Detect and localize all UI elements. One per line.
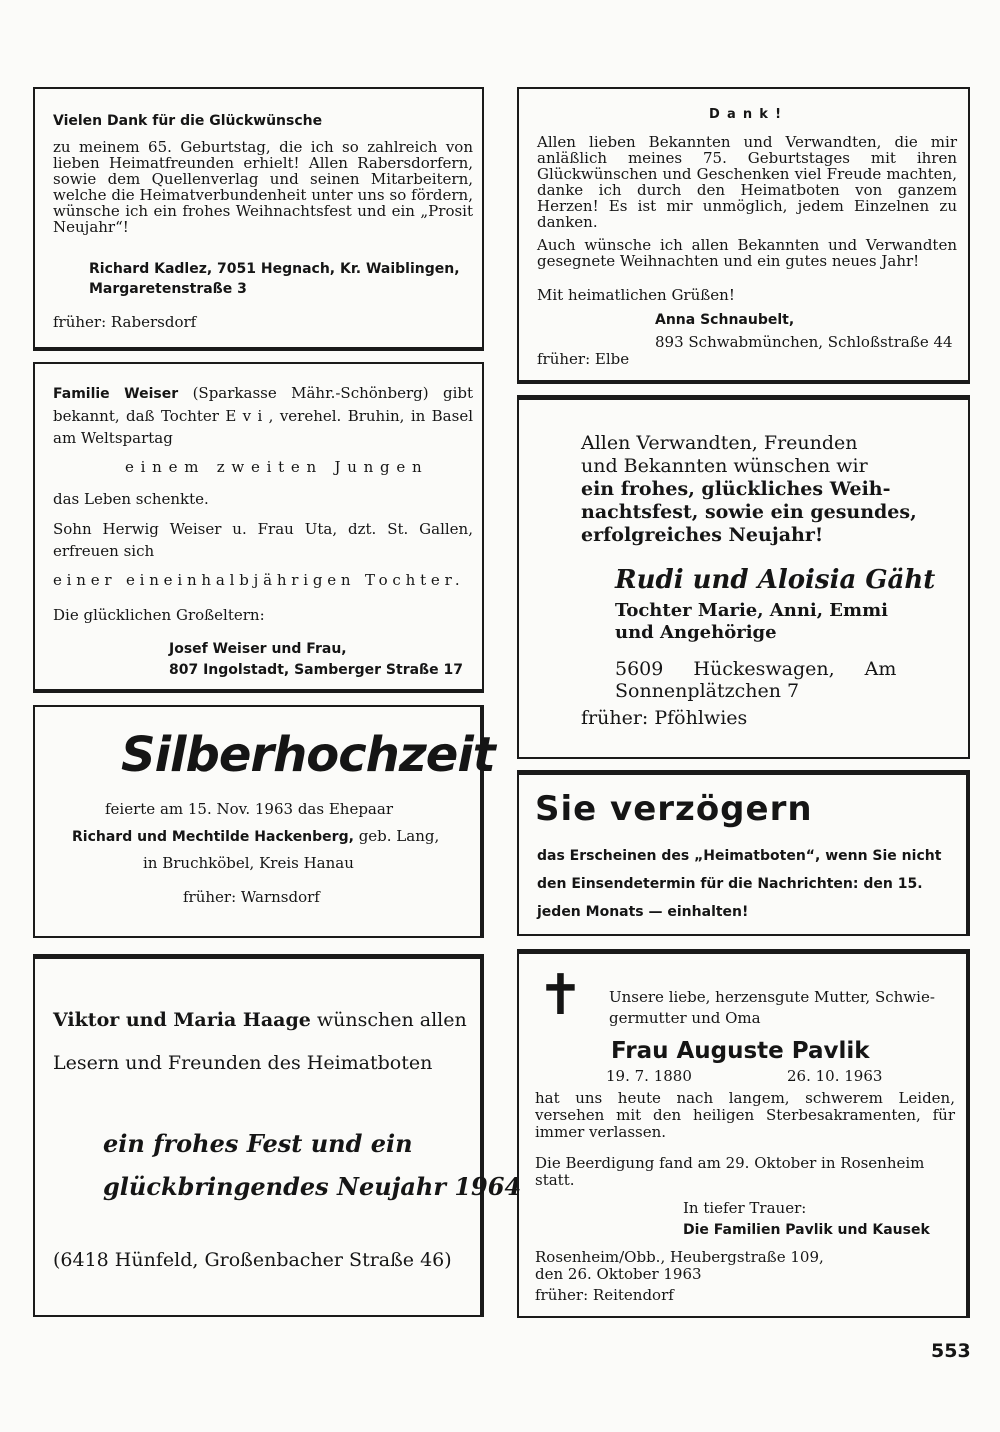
ad-gaeht-line1: Allen Verwandten, Freunden bbox=[581, 432, 858, 454]
ad-schnaubelt-address: 893 Schwabmünchen, Schloßstraße 44 bbox=[655, 333, 953, 351]
ad-weiser-line4: Die glücklichen Großeltern: bbox=[53, 606, 265, 624]
ad-gaeht-address2: Sonnenplätzchen 7 bbox=[615, 680, 800, 702]
ad-gaeht-family2: und Angehörige bbox=[615, 622, 777, 643]
ad-pavlik-origin: früher: Reitendorf bbox=[535, 1286, 674, 1304]
ad-verzoegern bbox=[517, 770, 970, 936]
ad-haage bbox=[33, 954, 522, 1317]
ad-gaeht-line3: ein frohes, glückliches Weih- bbox=[581, 478, 891, 500]
ad-gaeht-line3-wrap bbox=[581, 478, 890, 500]
ad-schnaubelt-heading: Dank! bbox=[709, 107, 789, 122]
ad-schnaubelt-origin: früher: Elbe bbox=[537, 350, 630, 368]
ad-kadlez-origin: früher: Rabersdorf bbox=[53, 313, 197, 331]
ad-schnaubelt-name: Anna Schnaubelt, bbox=[655, 312, 795, 328]
ad-pavlik-address1: Rosenheim/Obb., Heubergstraße 109, bbox=[535, 1248, 824, 1266]
ad-haage-line2: Lesern und Freunden des Heimatboten bbox=[53, 1052, 433, 1074]
ad-gaeht-family1: Tochter Marie, Anni, Emmi bbox=[615, 600, 888, 621]
ad-weiser-spaced1: einem zweiten Jungen bbox=[125, 458, 429, 476]
ad-weiser bbox=[33, 362, 484, 693]
ad-kadlez-body: zu meinem 65. Geburtstag, die ich so zahlreich von lieben Heimatfreunden erhielt! Allen Rabersdorfern, sowie dem Quellenverlag und seinen Mitarbeitern, welche die Heimatverbundenheit unter uns so fördern, wünsche ich ein frohes Weihnachtsfest und ein „Prosit Neujahr“! bbox=[53, 138, 473, 236]
ad-silberhochzeit-title: Silberhochzeit bbox=[121, 727, 495, 783]
ad-pavlik-body: hat uns heute nach langem, schwerem Leiden, versehen mit den heiligen Sterbesakramenten, für immer verlassen. bbox=[535, 1089, 955, 1141]
ad-gaeht bbox=[517, 395, 970, 759]
ad-haage-address: (6418 Hünfeld, Großenbacher Straße 46) bbox=[53, 1249, 452, 1271]
ad-weiser-intro bbox=[53, 382, 473, 449]
ad-pavlik-intro1: Unsere liebe, herzensgute Mutter, Schwie- bbox=[609, 988, 935, 1006]
ad-verzoegern-title: Sie verzögern bbox=[535, 789, 813, 829]
ad-silberhochzeit-line1: feierte am 15. Nov. 1963 das Ehepaar bbox=[105, 800, 393, 818]
ad-schnaubelt bbox=[517, 87, 970, 384]
ad-gaeht-line2: und Bekannten wünschen wir bbox=[581, 455, 868, 477]
ad-pavlik-intro2: germutter und Oma bbox=[609, 1009, 761, 1027]
ad-gaeht-line4: nachtsfest, sowie ein gesundes, bbox=[581, 501, 917, 523]
ad-pavlik-birth: 19. 7. 1880 bbox=[606, 1067, 692, 1085]
ad-silberhochzeit-names: Richard und Mechtilde Hackenberg, bbox=[72, 829, 354, 845]
ad-haage-script1: ein frohes Fest und ein bbox=[103, 1129, 413, 1158]
ad-pavlik-name: Frau Auguste Pavlik bbox=[611, 1038, 870, 1064]
ad-weiser-line2: das Leben schenkte. bbox=[53, 490, 209, 508]
ad-kadlez-heading: Vielen Dank für die Glückwünsche bbox=[53, 113, 323, 129]
ad-pavlik-families: Die Familien Pavlik und Kausek bbox=[683, 1222, 930, 1238]
ad-gaeht-line5: erfolgreiches Neujahr! bbox=[581, 524, 824, 546]
ad-pavlik bbox=[517, 949, 970, 1318]
ad-pavlik-death: 26. 10. 1963 bbox=[787, 1067, 883, 1085]
ad-gaeht-origin: früher: Pföhlwies bbox=[581, 707, 748, 729]
ad-haage-names: Viktor und Maria Haage bbox=[53, 1009, 311, 1031]
ad-pavlik-mourning: In tiefer Trauer: bbox=[683, 1199, 807, 1217]
ad-schnaubelt-body: Allen lieben Bekannten und Verwandten, die mir anläßlich meines 75. Geburtstages mit ihren Glückwünschen und Geschenken viel Freude machten, danke ich durch den Heimatboten von ganzem Herzen! Es ist mir unmöglich, jedem Einzelnen zu danken. bbox=[537, 133, 957, 231]
ad-weiser-spaced2: einer eineinhalbjährigen Tochter. bbox=[53, 571, 465, 589]
ad-haage-script2: glückbringendes Neujahr 1964 bbox=[103, 1172, 522, 1201]
ad-gaeht-script-name: Rudi und Aloisia Gäht bbox=[615, 565, 936, 595]
ad-verzoegern-line2: den Einsendetermin für die Nachrichten: den 15. bbox=[537, 876, 923, 892]
ad-kadlez bbox=[33, 87, 484, 351]
page-number: 553 bbox=[931, 1340, 971, 1362]
ad-weiser-sig2: 807 Ingolstadt, Samberger Straße 17 bbox=[169, 662, 463, 678]
ad-haage-line1-suffix: wünschen allen bbox=[310, 1009, 467, 1031]
ad-silberhochzeit-line3: in Bruchköbel, Kreis Hanau bbox=[143, 854, 354, 872]
ad-kadlez-street: Margaretenstraße 3 bbox=[89, 281, 247, 297]
ad-gaeht-address1: 5609 Hückeswagen, Am bbox=[615, 658, 897, 680]
ad-pavlik-funeral: Die Beerdigung fand am 29. Oktober in Rosenheim statt. bbox=[535, 1154, 925, 1189]
ad-silberhochzeit-origin: früher: Warnsdorf bbox=[183, 888, 320, 906]
ad-weiser-sig1: Josef Weiser und Frau, bbox=[169, 641, 347, 657]
ad-verzoegern-line1: das Erscheinen des „Heimatboten“, wenn Sie nicht bbox=[537, 848, 942, 864]
ad-schnaubelt-greeting: Mit heimatlichen Grüßen! bbox=[537, 286, 735, 304]
ad-silberhochzeit bbox=[33, 705, 495, 938]
ad-schnaubelt-body2: Auch wünsche ich allen Bekannten und Verwandten gesegnete Weihnachten und ein gutes neues Jahr! bbox=[537, 236, 957, 270]
ad-weiser-intro-text: (Sparkasse Mähr.-Schönberg) gibt bekannt, daß Tochter E v i , verehel. Bruhin, in Basel am Weltspartag bbox=[53, 384, 473, 447]
ad-haage-line1 bbox=[53, 1009, 467, 1031]
ad-silberhochzeit-names-suffix: geb. Lang, bbox=[353, 827, 440, 845]
ad-pavlik-address2: den 26. Oktober 1963 bbox=[535, 1265, 702, 1283]
ad-kadlez-name: Richard Kadlez, 7051 Hegnach, Kr. Waiblingen, bbox=[89, 261, 460, 277]
ad-weiser-name: Familie Weiser bbox=[53, 386, 179, 402]
cross-icon: ✝ bbox=[537, 963, 584, 1028]
ad-verzoegern-line3: jeden Monats — einhalten! bbox=[537, 904, 749, 920]
ad-silberhochzeit-names-line bbox=[72, 827, 439, 845]
ad-weiser-line3: Sohn Herwig Weiser u. Frau Uta, dzt. St. Gallen, erfreuen sich bbox=[53, 520, 473, 560]
